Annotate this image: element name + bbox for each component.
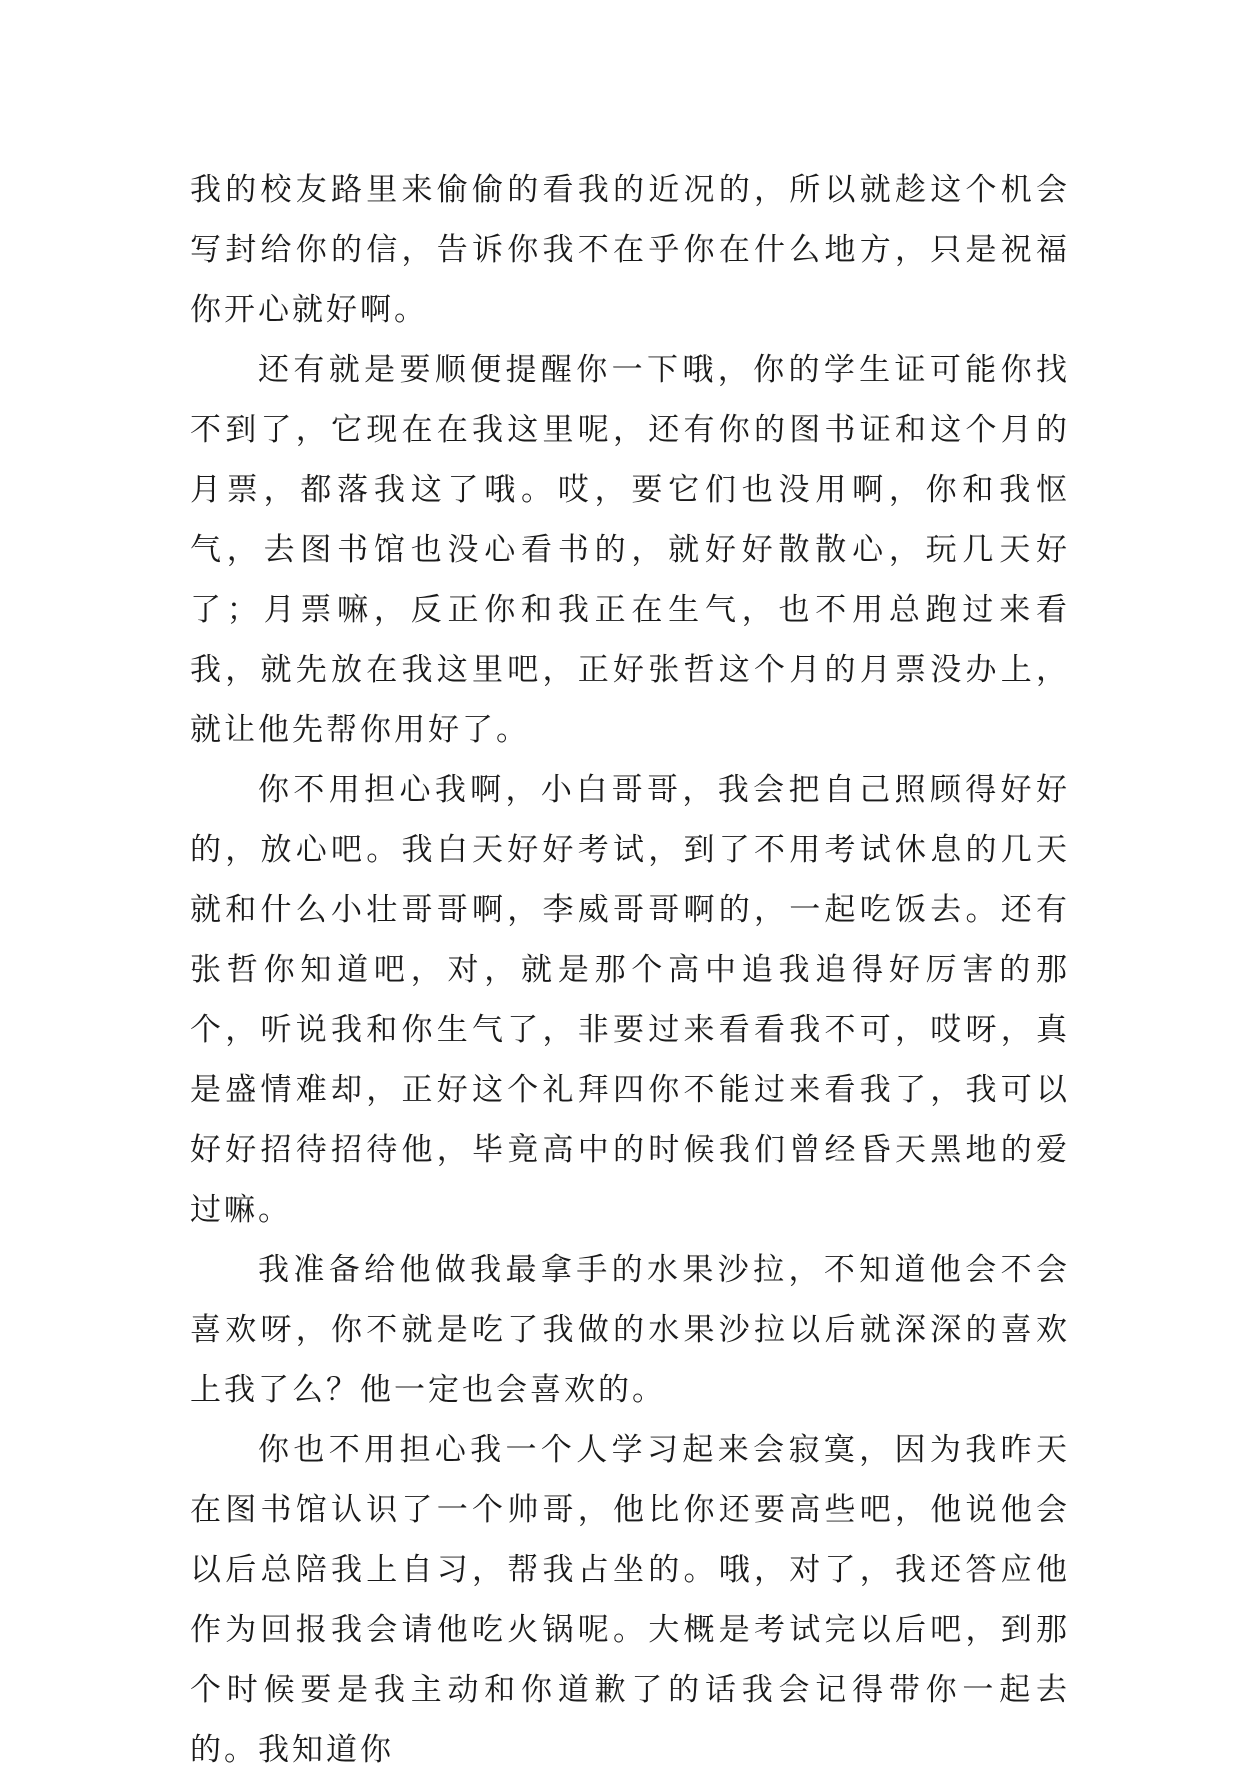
document-body [190,160,1070,1780]
paragraph-5: 你也不用担心我一个人学习起来会寂寞，因为我昨天在图书馆认识了一个帅哥，他比你还要高些吧，他说他会以后总陪我上自习，帮我占坐的。哦，对了，我还答应他作为回报我会请他吃火锅呢。大概是考试完以后吧，到那个时候要是我主动和你道歉了的话我会记得带你一起去的。我知道你 [190,1432,1070,1768]
paragraph-1: 我的校友路里来偷偷的看我的近况的，所以就趁这个机会写封给你的信，告诉你我不在乎你在什么地方，只是祝福你开心就好啊。 [190,172,1070,328]
paragraph-3: 你不用担心我啊，小白哥哥，我会把自己照顾得好好的，放心吧。我白天好好考试，到了不用考试休息的几天就和什么小壮哥哥啊，李威哥哥啊的，一起吃饭去。还有张哲你知道吧，对，就是那个高中追我追得好厉害的那个，听说我和你生气了，非要过来看看我不可，哎呀，真是盛情难却，正好这个礼拜四你不能过来看我了，我可以好好招待招待他，毕竟高中的时候我们曾经昏天黑地的爱过嘛。 [190,772,1070,1228]
paragraph-2: 还有就是要顺便提醒你一下哦，你的学生证可能你找不到了，它现在在我这里呢，还有你的图书证和这个月的月票，都落我这了哦。哎，要它们也没用啊，你和我怄气，去图书馆也没心看书的，就好好散散心，玩几天好了；月票嘛，反正你和我正在生气，也不用总跑过来看我，就先放在我这里吧，正好张哲这个月的月票没办上，就让他先帮你用好了。 [190,352,1070,748]
paragraph-4: 我准备给他做我最拿手的水果沙拉，不知道他会不会喜欢呀，你不就是吃了我做的水果沙拉以后就深深的喜欢上我了么？他一定也会喜欢的。 [190,1252,1070,1408]
